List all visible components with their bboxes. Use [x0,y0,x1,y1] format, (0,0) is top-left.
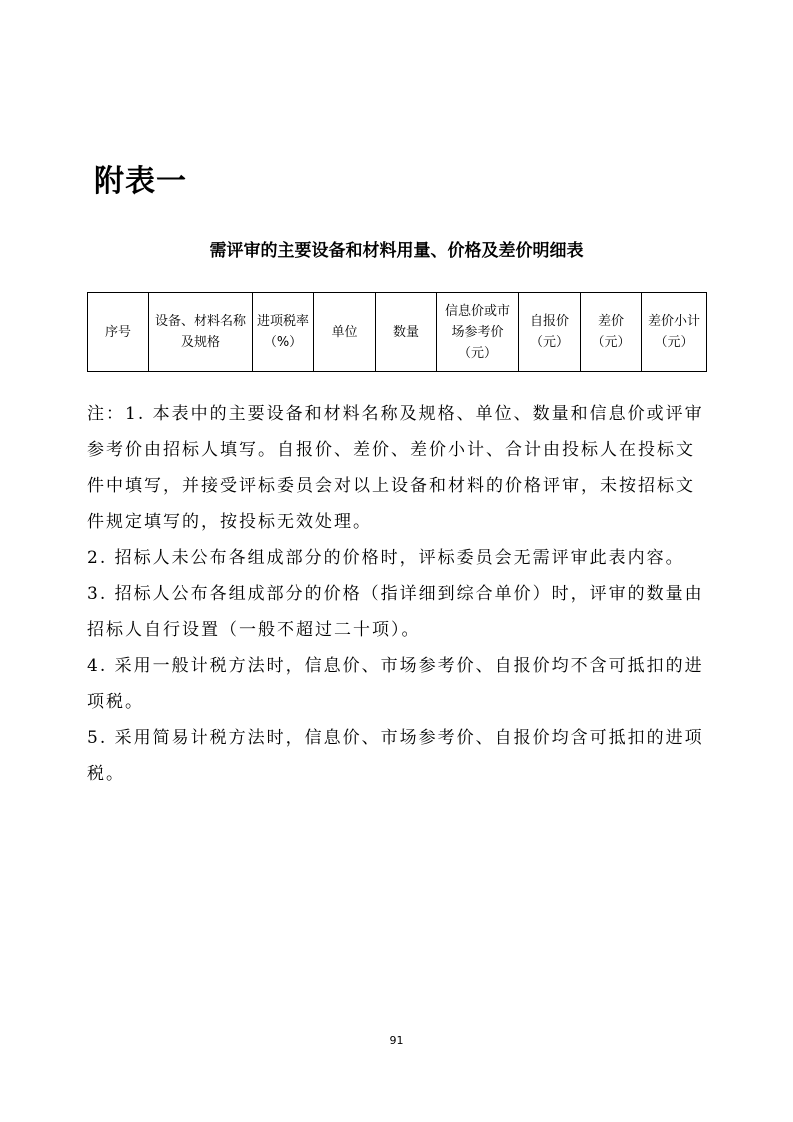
column-header-difference-subtotal: 差价小计（元） [642,293,707,372]
note-item: 5. 采用简易计税方法时，信息价、市场参考价、自报价均含可抵扣的进项税。 [87,728,704,784]
page-heading: 附表一 [94,164,187,199]
page-number: 91 [389,1034,404,1047]
column-header-reference-price: 信息价或市场参考价（元） [437,293,519,372]
price-detail-table [87,292,707,372]
column-header-quantity: 数量 [376,293,437,372]
note-item: 2. 招标人未公布各组成部分的价格时，评标委员会无需评审此表内容。 [87,548,685,568]
note-item: 3. 招标人公布各组成部分的价格（指详细到综合单价）时，评审的数量由招标人自行设置（一般不超过二十项）。 [87,584,704,640]
column-header-price-difference: 差价（元） [581,293,642,372]
column-header-self-quoted-price: 自报价（元） [519,293,581,372]
note-item: 4. 采用一般计税方法时，信息价、市场参考价、自报价均不含可抵扣的进项税。 [87,656,704,712]
note-item: 注：1. 本表中的主要设备和材料名称及规格、单位、数量和信息价或评审参考价由招标人填写。自报价、差价、差价小计、合计由投标人在投标文件中填写，并接受评标委员会对以上设备和材料的价格评审，未按招标文件规定填写的，按投标无效处理。 [87,404,704,532]
column-header-unit: 单位 [314,293,376,372]
column-header-equipment-material-name: 设备、材料名称及规格 [149,293,253,372]
column-header-serial-number: 序号 [88,293,149,372]
column-header-input-tax-rate: 进项税率（%） [253,293,314,372]
table-header-row [88,293,707,372]
table-title: 需评审的主要设备和材料用量、价格及差价明细表 [209,241,584,261]
table-notes [87,396,711,792]
